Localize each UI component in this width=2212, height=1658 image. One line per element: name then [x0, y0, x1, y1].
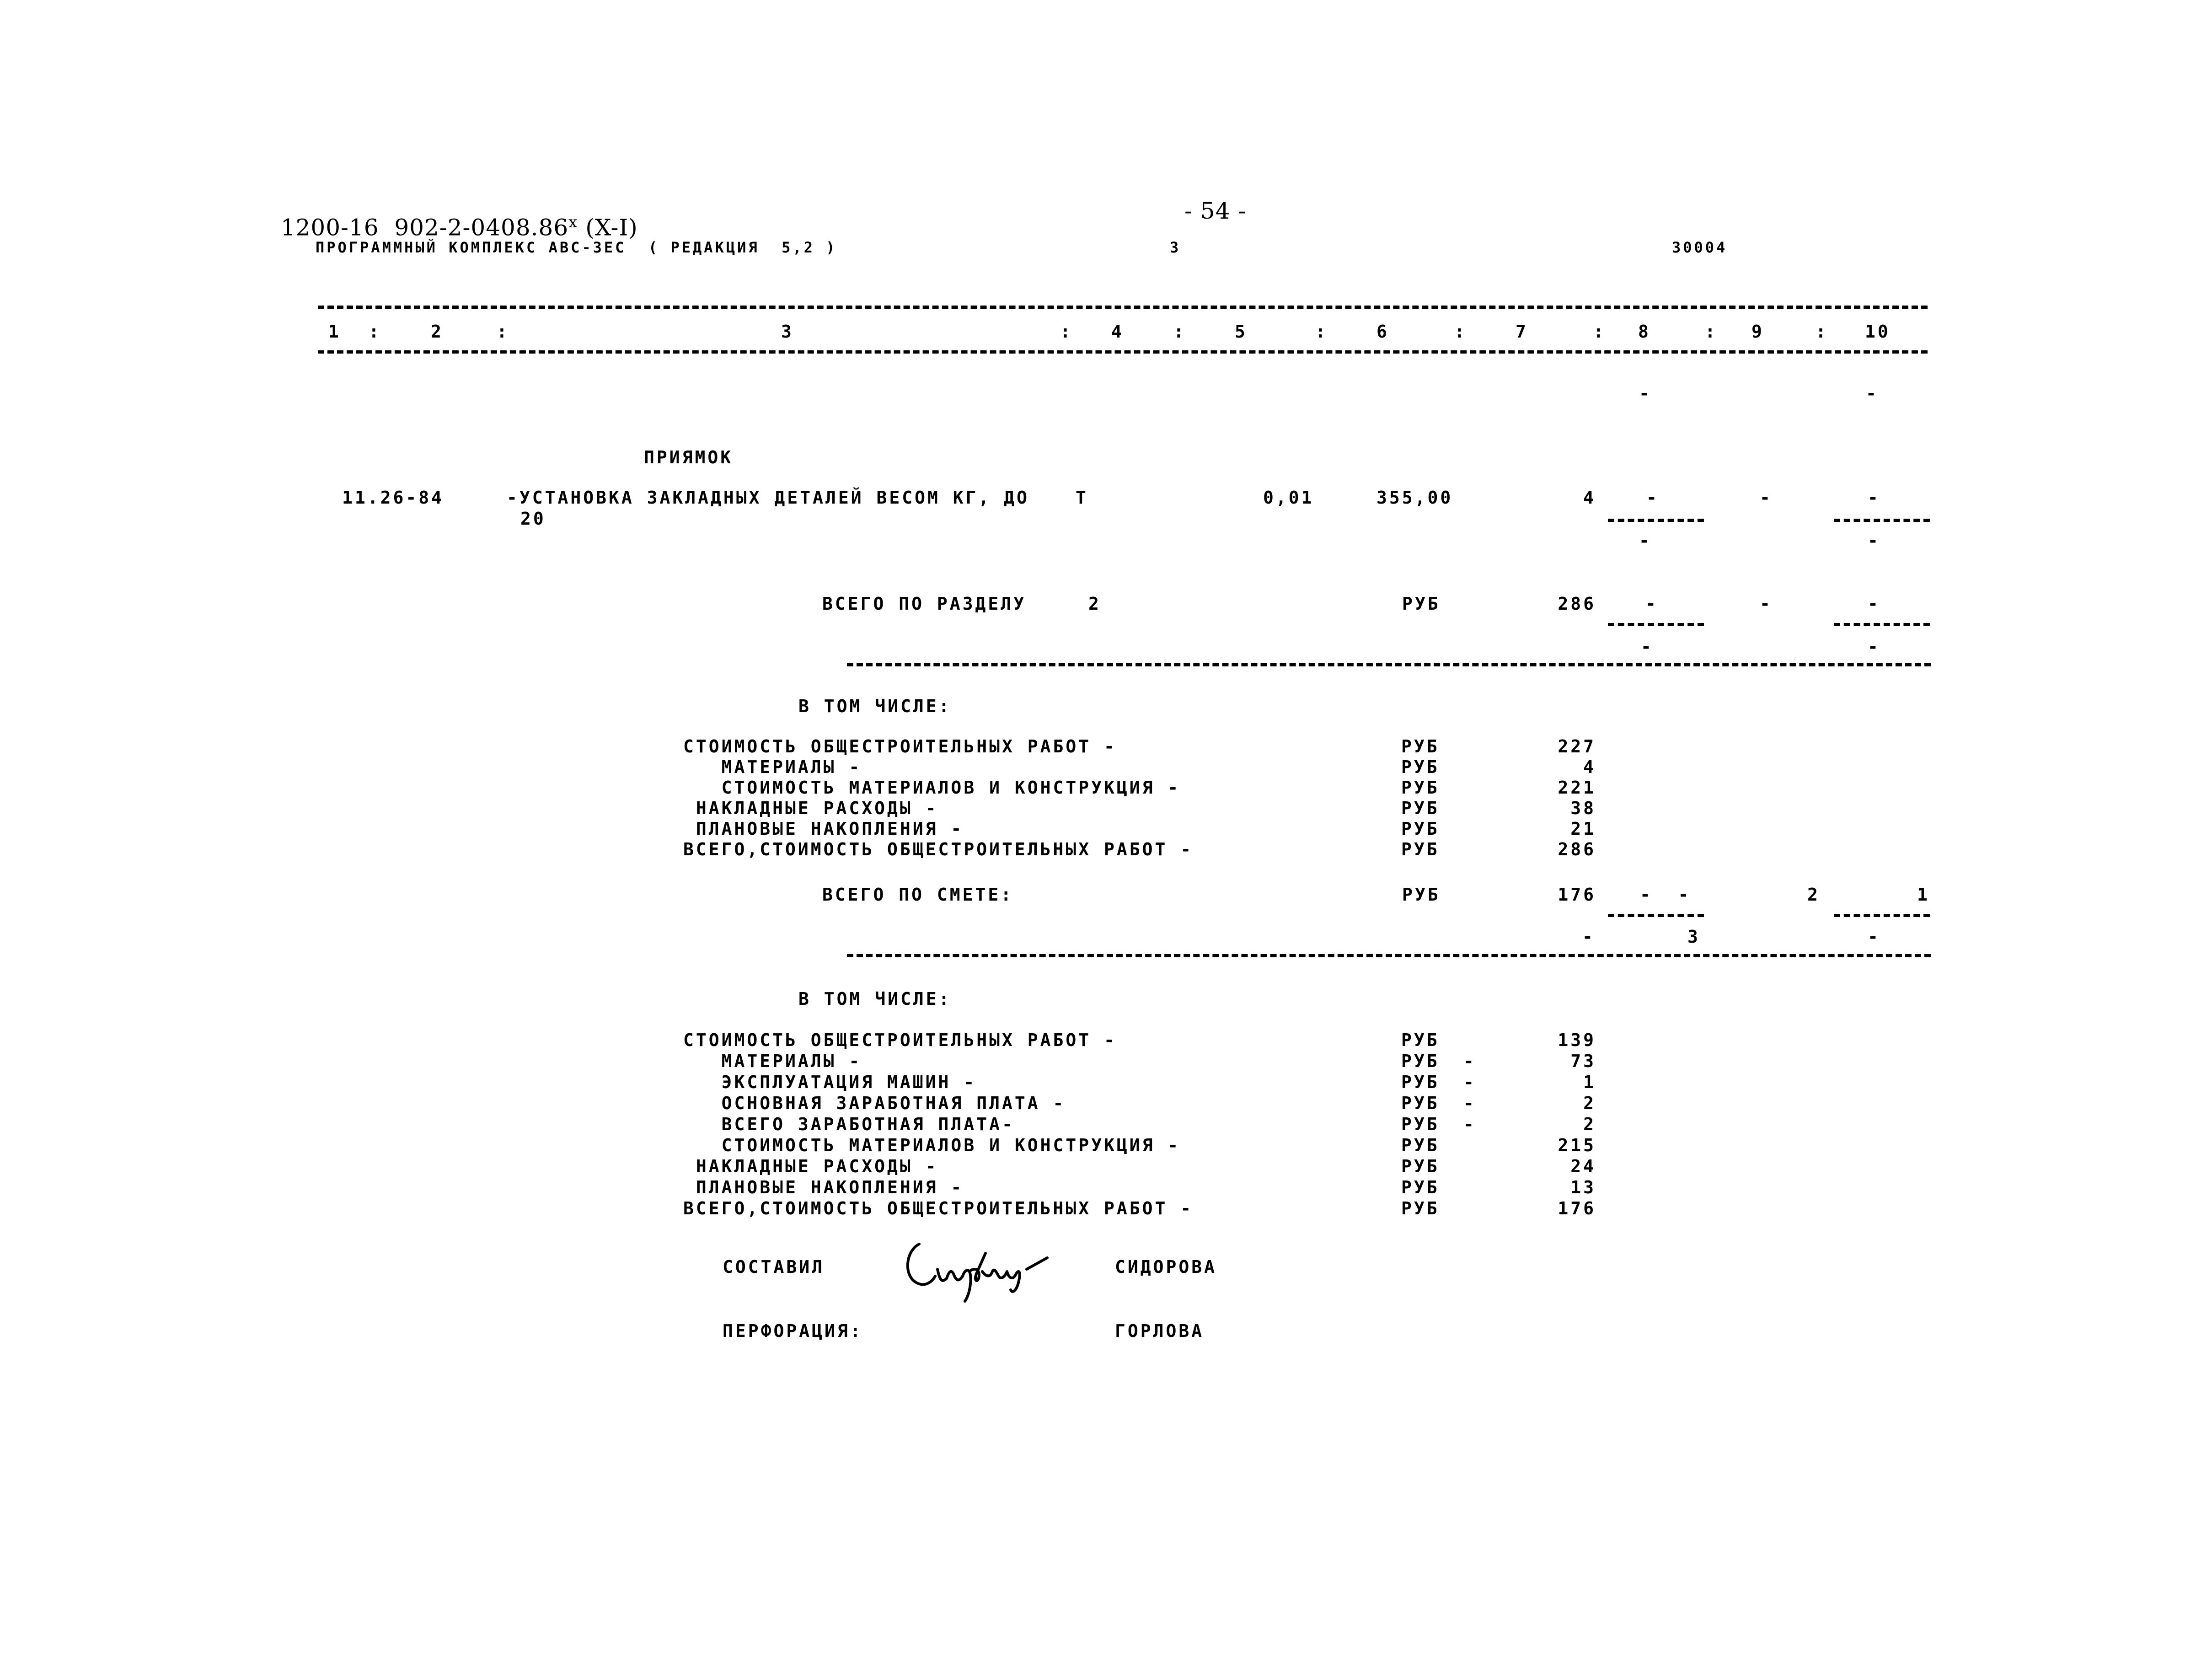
item-col10-top: - — [1868, 488, 1880, 508]
section-total-rule — [847, 663, 1931, 666]
column-separator: : — [1593, 322, 1606, 342]
estimate-total-col8-bottom: - — [1582, 927, 1595, 947]
breakdown-label: ПЛАНОВЫЕ НАКОПЛЕНИЯ - — [683, 819, 964, 839]
estimate-total-col10-rule — [1834, 914, 1930, 917]
page-number: - 54 - — [1184, 198, 1247, 224]
breakdown-unit: РУБ — [1401, 839, 1440, 859]
column-separator: : — [1454, 322, 1467, 342]
column-number-2: 2 — [431, 322, 444, 342]
document-code-main: 1200-16 902-2-0408.86 — [280, 214, 569, 241]
breakdown-unit: РУБ — [1401, 1177, 1440, 1197]
table-top-rule — [318, 306, 1928, 309]
breakdown-label: СТОИМОСТЬ ОБЩЕСТРОИТЕЛЬНЫХ РАБОТ - — [683, 1030, 1117, 1050]
item-unit: Т — [1076, 488, 1088, 508]
breakdown-label: МАТЕРИАЛЫ - — [683, 1051, 862, 1071]
column-separator: : — [1705, 322, 1718, 342]
item-unit-price: 355,00 — [1376, 488, 1453, 508]
breakdown-unit: РУБ — [1401, 757, 1440, 777]
breakdown-unit: РУБ — [1401, 736, 1440, 757]
section-total-label: ВСЕГО ПО РАЗДЕЛУ — [822, 594, 1027, 614]
breakdown-unit: РУБ — [1401, 1198, 1440, 1218]
column-number-10: 10 — [1865, 322, 1891, 342]
section-total-amount: 286 — [1558, 594, 1596, 614]
breakdown-label: НАКЛАДНЫЕ РАСХОДЫ - — [683, 1156, 938, 1176]
column-number-9: 9 — [1751, 322, 1764, 342]
item-description: -УСТАНОВКА ЗАКЛАДНЫХ ДЕТАЛЕЙ ВЕСОМ КГ, ДО — [507, 488, 1029, 508]
column-number-6: 6 — [1376, 322, 1389, 342]
breakdown-amount: 38 — [1570, 798, 1596, 818]
including-label: В ТОМ ЧИСЛЕ: — [798, 696, 952, 716]
column-separator: : — [497, 322, 509, 342]
estimate-total-col8-rule — [1608, 914, 1704, 917]
estimate-total-col9: 2 — [1807, 885, 1820, 905]
breakdown-label: НАКЛАДНЫЕ РАСХОДЫ - — [683, 798, 938, 818]
breakdown-amount: 221 — [1558, 778, 1596, 798]
item-quantity: 0,01 — [1263, 488, 1314, 508]
breakdown-label: ВСЕГО,СТОИМОСТЬ ОБЩЕСТРОИТЕЛЬНЫХ РАБОТ - — [683, 1198, 1194, 1218]
column-number-8: 8 — [1638, 322, 1651, 342]
breakdown-amount: 73 — [1570, 1051, 1596, 1071]
estimate-total-col8-bottom-right: 3 — [1687, 927, 1700, 947]
section-total-col8-bottom: - — [1641, 637, 1654, 657]
item-col9: - — [1760, 488, 1773, 508]
section-total-col10-rule — [1834, 623, 1930, 626]
breakdown-label: МАТЕРИАЛЫ - — [683, 757, 862, 777]
breakdown-label: СТОИМОСТЬ МАТЕРИАЛОВ И КОНСТРУКЦИЯ - — [683, 778, 1181, 798]
breakdown-label: СТОИМОСТЬ МАТЕРИАЛОВ И КОНСТРУКЦИЯ - — [683, 1135, 1181, 1155]
column-separator: : — [1816, 322, 1828, 342]
item-col10-rule — [1834, 519, 1930, 522]
breakdown-label: ВСЕГО,СТОИМОСТЬ ОБЩЕСТРОИТЕЛЬНЫХ РАБОТ - — [683, 839, 1194, 859]
document-code-suffix: (X-I) — [578, 214, 638, 241]
item-col8-rule — [1608, 519, 1704, 522]
breakdown-amount: 215 — [1558, 1135, 1596, 1155]
breakdown-flag: - — [1463, 1072, 1476, 1092]
table-header-rule — [318, 350, 1928, 354]
section-title: ПРИЯМОК — [644, 447, 734, 467]
breakdown-unit: РУБ — [1401, 1114, 1440, 1134]
breakdown-unit: РУБ — [1401, 798, 1440, 818]
breakdown-flag: - — [1463, 1051, 1476, 1071]
breakdown-label: ВСЕГО ЗАРАБОТНАЯ ПЛАТА- — [683, 1114, 1015, 1134]
document-code — [265, 187, 638, 241]
breakdown-flag: - — [1463, 1093, 1476, 1113]
column-number-1: 1 — [328, 322, 341, 342]
estimate-including-label: В ТОМ ЧИСЛЕ: — [798, 989, 952, 1009]
breakdown-unit: РУБ — [1401, 1093, 1440, 1113]
column-separator: : — [1173, 322, 1186, 342]
breakdown-unit: РУБ — [1401, 1051, 1440, 1071]
estimate-total-col8-top: - - — [1640, 885, 1691, 905]
breakdown-amount: 2 — [1583, 1114, 1596, 1134]
breakdown-unit: РУБ — [1401, 1072, 1440, 1092]
handwritten-signature — [901, 1226, 1056, 1308]
column-number-3: 3 — [781, 322, 794, 342]
breakdown-amount: 227 — [1558, 736, 1596, 757]
breakdown-amount: 24 — [1570, 1156, 1596, 1176]
breakdown-amount: 4 — [1583, 757, 1596, 777]
top-mark-col10: - — [1866, 383, 1879, 403]
breakdown-amount: 176 — [1558, 1198, 1596, 1218]
section-total-col8-rule — [1608, 623, 1704, 626]
breakdown-amount: 2 — [1583, 1093, 1596, 1113]
section-number: 2 — [1088, 594, 1101, 614]
section-total-col10-top: - — [1868, 594, 1880, 614]
breakdown-unit: РУБ — [1401, 778, 1440, 798]
breakdown-amount: 286 — [1558, 839, 1596, 859]
document-code-superscript: x — [568, 213, 578, 231]
breakdown-label: СТОИМОСТЬ ОБЩЕСТРОИТЕЛЬНЫХ РАБОТ - — [683, 736, 1117, 757]
estimate-total-col10-bottom: - — [1868, 927, 1880, 947]
program-line: ПРОГРАММНЫЙ КОМПЛЕКС АВС-ЗЕС ( РЕДАКЦИЯ 5,2 ) — [316, 239, 837, 256]
item-col8-bottom: - — [1639, 531, 1652, 551]
item-code: 11.26-84 — [342, 488, 445, 508]
section-total-col9: - — [1760, 594, 1773, 614]
section-total-unit: РУБ — [1402, 594, 1441, 614]
column-separator: : — [369, 322, 381, 342]
breakdown-amount: 139 — [1558, 1030, 1596, 1050]
item-description-continued: 20 — [520, 509, 546, 529]
document-number: 30004 — [1672, 239, 1728, 256]
estimate-total-unit: РУБ — [1402, 885, 1441, 905]
column-separator: : — [1315, 322, 1328, 342]
breakdown-label: ПЛАНОВЫЕ НАКОПЛЕНИЯ - — [683, 1177, 964, 1197]
punched-by-label: ПЕРФОРАЦИЯ: — [723, 1321, 863, 1341]
column-number-5: 5 — [1235, 322, 1248, 342]
compiled-by-name: СИДОРОВА — [1115, 1257, 1217, 1277]
breakdown-flag: - — [1463, 1114, 1476, 1134]
breakdown-unit: РУБ — [1401, 1030, 1440, 1050]
section-total-col8-top: - — [1645, 594, 1658, 614]
item-total: 4 — [1583, 488, 1596, 508]
breakdown-unit: РУБ — [1401, 1135, 1440, 1155]
breakdown-unit: РУБ — [1401, 1156, 1440, 1176]
compiled-by-label: СОСТАВИЛ — [723, 1257, 825, 1277]
estimate-total-rule — [847, 954, 1931, 957]
punched-by-name: ГОРЛОВА — [1115, 1321, 1205, 1341]
item-col10-bottom: - — [1868, 531, 1880, 551]
estimate-total-label: ВСЕГО ПО СМЕТЕ: — [822, 885, 1014, 905]
column-separator: : — [1060, 322, 1073, 342]
section-total-col10-bottom: - — [1868, 637, 1880, 657]
column-number-7: 7 — [1516, 322, 1528, 342]
estimate-total-amount: 176 — [1558, 885, 1596, 905]
top-mark-col8: - — [1639, 383, 1652, 403]
breakdown-amount: 13 — [1570, 1177, 1596, 1197]
breakdown-amount: 21 — [1570, 819, 1596, 839]
breakdown-label: ОСНОВНАЯ ЗАРАБОТНАЯ ПЛАТА - — [683, 1093, 1066, 1113]
breakdown-unit: РУБ — [1401, 819, 1440, 839]
breakdown-label: ЭКСПЛУАТАЦИЯ МАШИН - — [683, 1072, 977, 1092]
item-col8-top: - — [1646, 488, 1659, 508]
sheet-number: 3 — [1170, 239, 1181, 256]
breakdown-amount: 1 — [1583, 1072, 1596, 1092]
column-number-4: 4 — [1111, 322, 1124, 342]
estimate-total-col10-top: 1 — [1917, 885, 1930, 905]
